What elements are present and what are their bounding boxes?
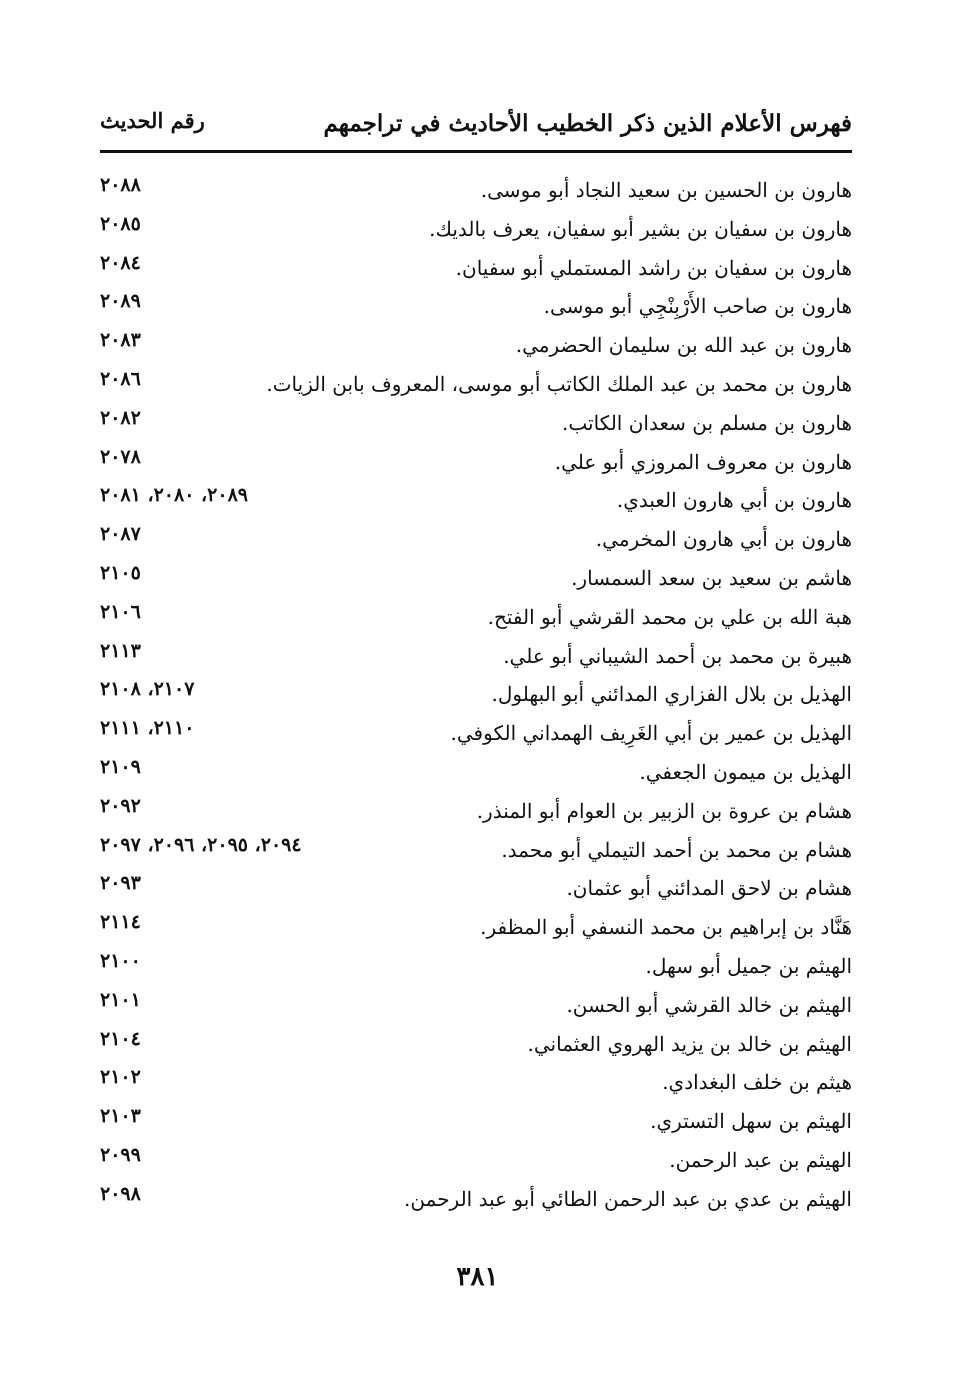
entry-name: هارون بن سفيان بن بشير أبو سفيان، يعرف بالديك. [429,216,852,241]
entry-hadith-numbers: ٢١٠٥ [100,561,141,584]
entry-name: الهيثم بن خالد القرشي أبو الحسن. [566,992,852,1017]
entry-hadith-numbers: ٢٠٩٨ [100,1182,141,1205]
entry-hadith-numbers: ٢٠٨٧ [100,523,141,546]
index-entry [100,327,852,366]
hadith-number-column-label: رقم الحديث [100,108,205,133]
index-entry [100,638,852,677]
entry-name: هارون بن أبي هارون العبدي. [616,488,852,513]
entry-name: هارون بن الحسين بن سعيد النجاد أبو موسى. [480,178,852,202]
index-entry [100,870,852,909]
entry-hadith-numbers: ٢١١٤ [100,911,141,934]
index-entry [100,987,852,1026]
entry-name: هَنَّاد بن إبراهيم بن محمد النسفي أبو المظفر. [480,915,852,940]
index-entry [100,1064,852,1103]
entry-name: الهيثم بن سهل التستري. [650,1109,852,1134]
index-entry [100,599,852,638]
entry-name: الهيثم بن عدي بن عبد الرحمن الطائي أبو عبد الرحمن. [404,1186,852,1211]
entry-hadith-numbers: ٢٠٩٢ [100,794,141,817]
entry-hadith-numbers: ٢٠٨٩، ٢٠٨٠، ٢٠٨١ [100,484,248,507]
entry-hadith-numbers: ٢٠٨٤ [100,251,141,274]
index-entry [100,366,852,405]
entry-name: الهيثم بن عبد الرحمن. [669,1147,852,1172]
index-entry [100,482,852,521]
entry-name: هشام بن لاحق المدائني أبو عثمان. [566,876,852,901]
entry-hadith-numbers: ٢٠٨٥ [100,212,141,235]
entry-hadith-numbers: ٢١٠١ [100,988,141,1011]
index-entry [100,754,852,793]
index-entry [100,1103,852,1142]
entry-name: هارون بن صاحب الأَرْبِنْجِي أبو موسى. [543,294,852,319]
entry-hadith-numbers: ٢١٠٠ [100,949,141,972]
entry-hadith-numbers: ٢١٠٦ [100,600,141,623]
entry-name: هيثم بن خلف البغدادي. [662,1070,852,1095]
header-divider [100,150,852,153]
index-title: فهرس الأعلام الذين ذكر الخطيب الأحاديث في تراجمهم [323,110,852,137]
entry-hadith-numbers: ٢٠٨٢ [100,406,141,429]
entry-name: هارون بن أبي هارون المخرمي. [595,527,852,552]
entry-hadith-numbers: ٢٠٩٩ [100,1143,141,1166]
index-entries-list [100,172,852,1220]
index-entry [100,560,852,599]
index-entry [100,521,852,560]
entry-name: هبة الله بن علي بن محمد القرشي أبو الفتح. [487,604,852,629]
entry-hadith-numbers: ٢٠٨٣ [100,329,141,352]
entry-name: الهذيل بن بلال الفزاري المدائني أبو البهلول. [491,682,852,707]
entry-hadith-numbers: ٢٠٨٨ [100,174,141,196]
entry-hadith-numbers: ٢٠٩٤، ٢٠٩٥، ٢٠٩٦، ٢٠٩٧ [100,833,302,856]
index-entry [100,1181,852,1220]
entry-hadith-numbers: ٢٠٧٨ [100,445,141,468]
index-entry [100,832,852,871]
index-entry [100,405,852,444]
entry-hadith-numbers: ٢٠٩٣ [100,872,141,895]
index-entry [100,444,852,483]
entry-hadith-numbers: ٢١٠٩ [100,755,141,778]
index-entry [100,909,852,948]
entry-name: هشام بن عروة بن الزبير بن العوام أبو المنذر. [476,798,852,823]
index-entry [100,715,852,754]
entry-name: هارون بن مسلم بن سعدان الكاتب. [562,410,852,435]
index-entry [100,793,852,832]
entry-name: هبيرة بن محمد بن أحمد الشيباني أبو علي. [503,643,852,668]
index-entry [100,948,852,987]
entry-name: هارون بن عبد الله بن سليمان الحضرمي. [515,333,852,358]
entry-name: هارون بن محمد بن عبد الملك الكاتب أبو موسى، المعروف بابن الزيات. [266,371,852,396]
entry-hadith-numbers: ٢١١٠، ٢١١١ [100,717,195,740]
index-entry [100,250,852,289]
page-header [100,100,852,146]
entry-name: الهذيل بن عمير بن أبي الغَرِيف الهمداني الكوفي. [450,721,852,746]
entry-hadith-numbers: ٢١٠٤ [100,1027,141,1050]
entry-name: الهيثم بن جميل أبو سهل. [645,953,852,978]
index-entry [100,1026,852,1065]
entry-name: هاشم بن سعيد بن سعد السمسار. [571,565,852,590]
entry-hadith-numbers: ٢٠٨٦ [100,367,141,390]
entry-hadith-numbers: ٢١١٣ [100,639,141,662]
entry-name: الهيثم بن خالد بن يزيد الهروي العثماني. [527,1031,852,1056]
entry-hadith-numbers: ٢٠٨٩ [100,290,141,313]
entry-name: الهذيل بن ميمون الجعفي. [639,759,852,784]
index-entry [100,288,852,327]
index-entry [100,211,852,250]
index-entry [100,172,852,211]
entry-hadith-numbers: ٢١٠٢ [100,1066,141,1089]
entry-hadith-numbers: ٢١٠٧، ٢١٠٨ [100,678,195,701]
page-number: ٣٨١ [456,1262,499,1292]
entry-hadith-numbers: ٢١٠٣ [100,1105,141,1128]
entry-name: هارون بن معروف المروزي أبو علي. [554,449,852,474]
entry-name: هارون بن سفيان بن راشد المستملي أبو سفيان. [455,255,852,280]
entry-name: هشام بن محمد بن أحمد التيملي أبو محمد. [501,837,852,862]
index-entry [100,676,852,715]
index-entry [100,1142,852,1181]
